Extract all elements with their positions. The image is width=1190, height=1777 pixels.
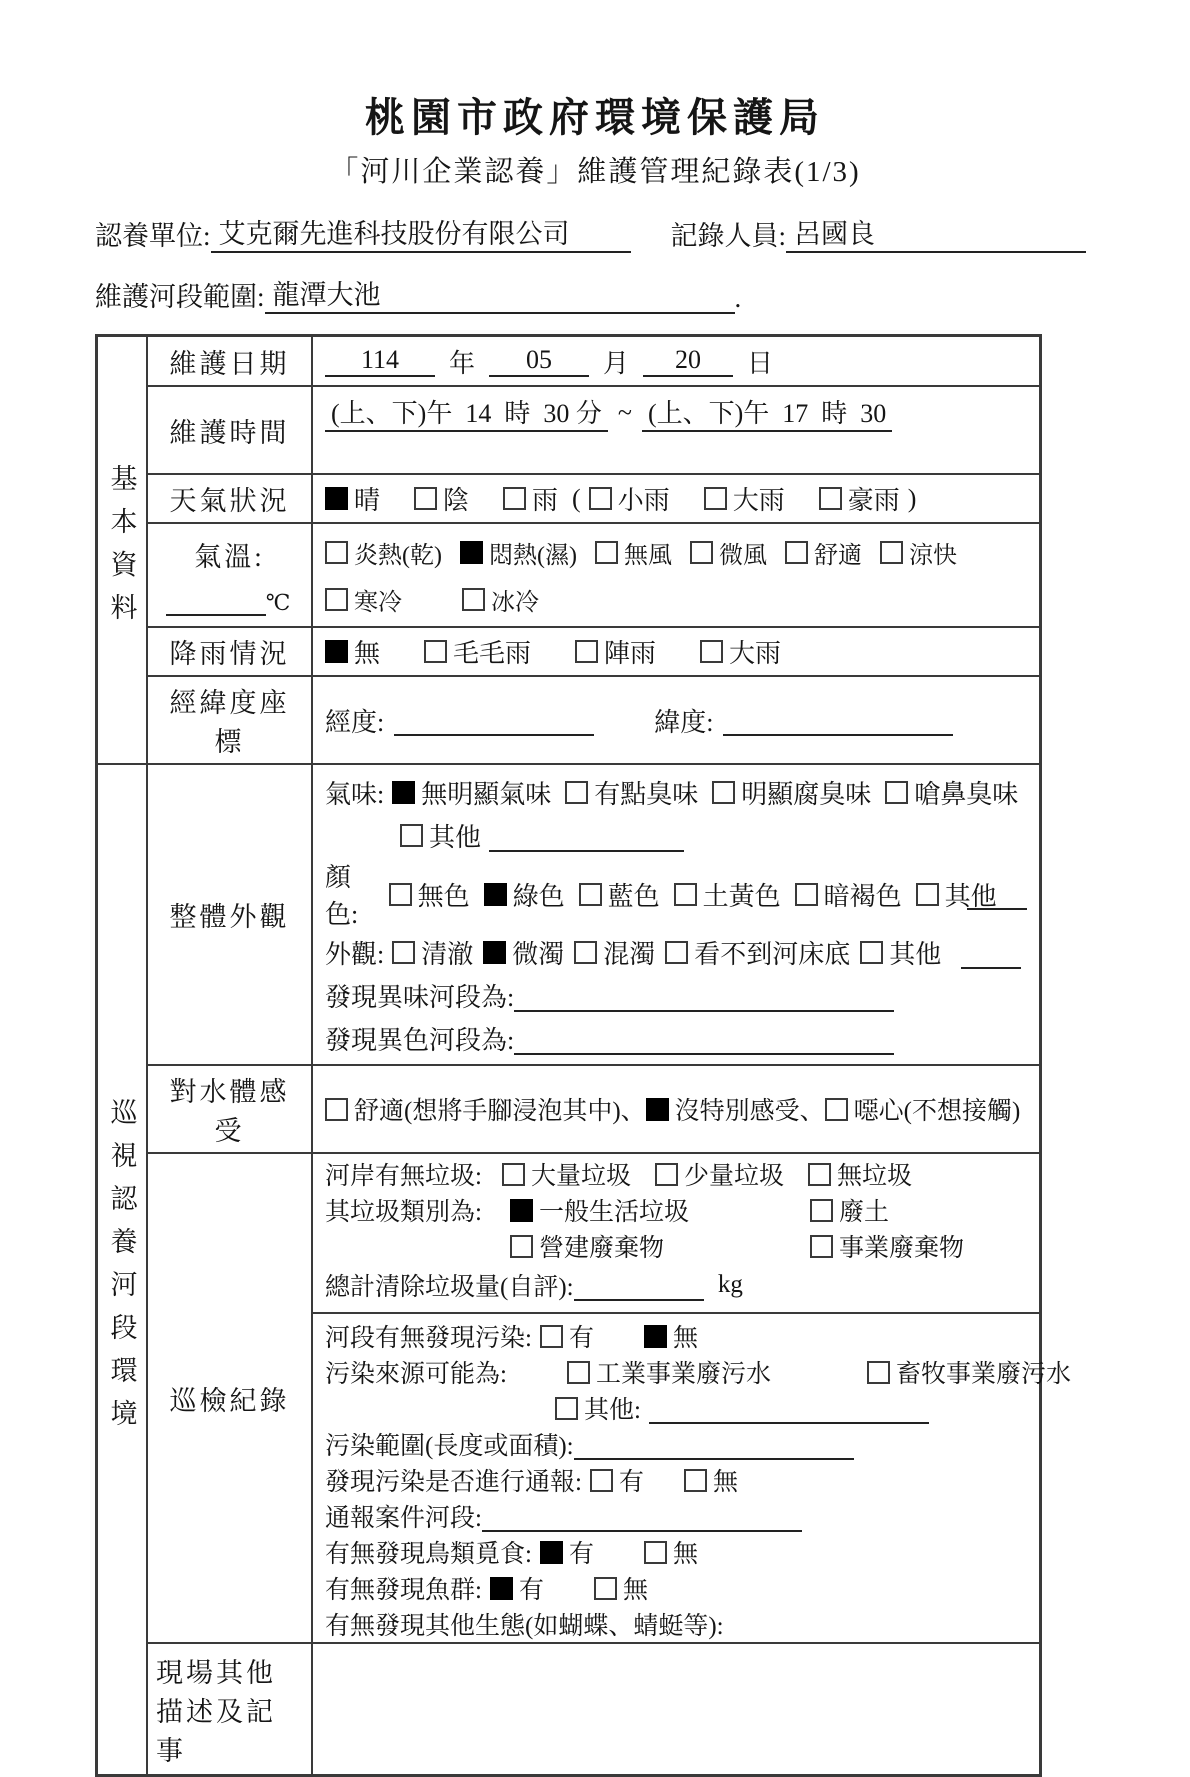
look-prefix: 外觀: (325, 940, 385, 969)
checkbox-option-label: 土黃色 (702, 881, 781, 911)
checkbox-unchecked-icon (565, 781, 588, 804)
checkbox-unchecked-icon (674, 883, 697, 906)
checkbox-option-label: 涼快 (908, 542, 957, 569)
checkbox-option-label: 大雨 (732, 486, 785, 515)
checkbox-option-label: 綠色 (512, 881, 565, 911)
longitude-label: 經度: (325, 707, 385, 737)
pollution-source-question: 污染來源可能為: (325, 1361, 507, 1388)
end-minute-value: 30 (860, 399, 887, 428)
checkbox-option-label: 有 (568, 1541, 594, 1568)
checkbox-option[interactable] (867, 1354, 1071, 1390)
other-ecology-label: 有無發現其他生態(如蝴蝶、蜻蜓等): (325, 1613, 724, 1640)
rainfall-label: 降雨情況 (148, 628, 313, 675)
maintenance-date-label: 維護日期 (148, 337, 313, 385)
checkbox-option[interactable] (684, 1462, 738, 1498)
temperature-label-cell (148, 524, 313, 626)
checkbox-unchecked-icon (825, 1098, 848, 1121)
bird-question: 有無發現鳥類覓食: (325, 1541, 532, 1568)
checkbox-option[interactable] (860, 934, 941, 971)
checkbox-unchecked-icon (665, 941, 688, 964)
checkbox-option-label: 微風 (718, 542, 767, 569)
checkbox-unchecked-icon (424, 640, 447, 663)
checkbox-option[interactable] (825, 1091, 1021, 1127)
checkbox-option-label: 其他 (889, 940, 942, 969)
checkbox-option[interactable] (540, 1318, 594, 1354)
latitude-field[interactable] (723, 704, 953, 736)
checkbox-option-label: 其他 (944, 881, 997, 911)
checkbox-unchecked-icon (785, 541, 808, 564)
time-separator: ~ (617, 397, 632, 427)
checkbox-checked-icon (325, 487, 348, 510)
odd-smell-section-label: 發現異味河段為: (325, 983, 515, 1012)
checkbox-option-label: 大雨 (729, 639, 782, 668)
checkbox-option-label: 有 (618, 1469, 644, 1496)
checkbox-option[interactable] (700, 633, 781, 670)
row-maintenance-time (148, 385, 1039, 473)
record-table (95, 334, 1072, 1777)
checkbox-unchecked-icon (392, 941, 415, 964)
river-range-field[interactable]: 龍潭大池 (265, 273, 735, 314)
section-basic-info-label-cell (98, 337, 148, 763)
day-unit: 日 (747, 348, 774, 378)
maintenance-time-label: 維護時間 (148, 387, 313, 473)
checkbox-unchecked-icon (325, 588, 348, 611)
checkbox-option-label: 事業廢棄物 (839, 1235, 965, 1262)
adopting-unit-field[interactable]: 艾克爾先進科技股份有限公司 (211, 212, 631, 253)
checkbox-option[interactable] (484, 876, 565, 913)
section-patrol-label: 巡視認養河段環境 (106, 1097, 137, 1442)
checkbox-option[interactable] (483, 934, 564, 971)
adopting-unit-line (95, 212, 1095, 253)
checkbox-option[interactable] (810, 1228, 964, 1264)
checkbox-option[interactable] (885, 774, 1018, 811)
checkbox-option-label: 一般生活垃圾 (539, 1199, 690, 1226)
section-patrol-label-cell (98, 765, 148, 1774)
checkbox-option[interactable] (400, 817, 481, 854)
river-range-label: 維護河段範圍: (95, 282, 265, 312)
month-unit: 月 (603, 348, 630, 378)
checkbox-option[interactable] (574, 934, 655, 971)
checkbox-option-label: 無風 (623, 542, 672, 569)
checkbox-option[interactable] (503, 480, 558, 517)
celsius-unit: ℃ (265, 589, 294, 615)
checkbox-unchecked-icon (795, 883, 818, 906)
odd-smell-section-field[interactable] (514, 980, 894, 1012)
checkbox-unchecked-icon (502, 1163, 525, 1186)
checkbox-option-label: 無 (672, 1541, 698, 1568)
hour-unit-2: 時 (821, 399, 848, 428)
garbage-type-question: 其垃圾類別為: (325, 1199, 482, 1226)
checkbox-option[interactable] (325, 480, 380, 517)
overall-appearance-label: 整體外觀 (148, 765, 313, 1064)
adopting-unit-label: 認養單位: (95, 221, 211, 251)
site-notes-field[interactable] (313, 1644, 1039, 1774)
checkbox-unchecked-icon (540, 1325, 563, 1348)
start-ampm: (上、下)午 (331, 399, 453, 428)
checkbox-option[interactable] (460, 535, 577, 570)
checkbox-unchecked-icon (400, 824, 423, 847)
date-month-field[interactable]: 05 (489, 345, 589, 377)
checkbox-option-label: 沒特別感受、 (674, 1098, 825, 1125)
latitude-label: 緯度: (654, 707, 714, 737)
checkbox-unchecked-icon (325, 541, 348, 564)
year-unit: 年 (449, 348, 476, 378)
checkbox-unchecked-icon (880, 541, 903, 564)
site-notes-label: 現場其他描述及記事 (148, 1644, 313, 1774)
longitude-field[interactable] (394, 704, 594, 736)
checkbox-option[interactable] (880, 535, 957, 570)
pollution-range-label: 污染範圍(長度或面積): (325, 1433, 574, 1460)
checkbox-option[interactable] (690, 535, 767, 570)
checkbox-option-label: 無色 (417, 881, 470, 911)
checkbox-option[interactable] (644, 1318, 698, 1354)
checkbox-checked-icon (392, 781, 415, 804)
checkbox-option[interactable] (565, 774, 698, 811)
row-weather (148, 473, 1039, 522)
checkbox-option-label: 無垃圾 (836, 1163, 912, 1190)
checkbox-option[interactable] (590, 1462, 644, 1498)
checkbox-unchecked-icon (819, 487, 842, 510)
date-day-field[interactable]: 20 (643, 345, 733, 377)
checkbox-option-label: 有 (568, 1325, 594, 1352)
checkbox-unchecked-icon (574, 941, 597, 964)
checkbox-option[interactable] (555, 1390, 641, 1426)
minute-unit: 分 (575, 399, 602, 428)
checkbox-option-label: 舒適(想將手腳浸泡其中)、 (354, 1098, 646, 1125)
checkbox-unchecked-icon (885, 781, 908, 804)
checkbox-checked-icon (510, 1199, 533, 1222)
start-time-field[interactable] (325, 393, 608, 432)
checkbox-option-label: 炎熱(乾) (354, 542, 442, 569)
checkbox-unchecked-icon (555, 1397, 578, 1420)
checkbox-option[interactable] (575, 633, 656, 670)
recorder-label: 記錄人員: (670, 221, 787, 251)
checkbox-option-label: 寒冷 (354, 589, 402, 616)
total-garbage-field[interactable] (574, 1269, 704, 1301)
checkbox-unchecked-icon (690, 541, 713, 564)
look-other-field[interactable] (961, 937, 1021, 969)
checkbox-option-label: 畜牧事業廢污水 (896, 1361, 1072, 1388)
checkbox-checked-icon (325, 640, 348, 663)
river-range-line (95, 273, 1095, 314)
checkbox-option-label: 其他 (429, 823, 482, 852)
checkbox-unchecked-icon (510, 1235, 533, 1258)
checkbox-option-label: 明顯腐臭味 (741, 780, 872, 809)
range-period: . (734, 283, 742, 313)
checkbox-option[interactable] (646, 1091, 825, 1127)
end-time-field[interactable] (642, 393, 892, 432)
row-water-feel (148, 1064, 1039, 1152)
checkbox-option-label: 有點臭味 (594, 780, 699, 809)
checkbox-unchecked-icon (644, 1541, 667, 1564)
report-question: 發現污染是否進行通報: (325, 1469, 582, 1496)
checkbox-option[interactable] (795, 876, 902, 913)
checkbox-option-label: 小雨 (617, 486, 670, 515)
section-basic-info-label: 基本資料 (106, 464, 137, 636)
coordinates-label: 經緯度座標 (148, 677, 313, 763)
checkbox-option[interactable] (392, 774, 551, 811)
checkbox-checked-icon (646, 1098, 669, 1121)
row-temperature (148, 522, 1039, 626)
checkbox-option-label: 大量垃圾 (530, 1163, 631, 1190)
pollution-question: 河段有無發現污染: (325, 1325, 532, 1352)
page-subtitle: 「河川企業認養」維護管理紀錄表(1/3) (329, 156, 861, 188)
row-overall-appearance (148, 765, 1039, 1064)
inspection-record-label: 巡檢紀錄 (148, 1154, 313, 1642)
temperature-label: 氣溫: (194, 541, 265, 572)
row-maintenance-date (148, 337, 1039, 385)
pollution-subsection (313, 1312, 1072, 1642)
checkbox-option[interactable] (424, 633, 531, 670)
smell-prefix: 氣味: (325, 780, 385, 809)
checkbox-option-label: 有 (518, 1577, 544, 1604)
smell-other-field[interactable] (489, 820, 684, 852)
checkbox-option[interactable] (462, 582, 539, 617)
checkbox-option[interactable] (712, 774, 871, 811)
checkbox-option-label: 冰冷 (491, 589, 539, 616)
pollution-source-other-field[interactable] (649, 1392, 929, 1424)
checkbox-option[interactable] (325, 582, 402, 617)
checkbox-unchecked-icon (860, 941, 883, 964)
checkbox-option-label: 舒適 (813, 542, 862, 569)
checkbox-checked-icon (540, 1541, 563, 1564)
checkbox-unchecked-icon (462, 588, 485, 611)
total-garbage-label: 總計清除垃圾量(自評): (325, 1274, 574, 1301)
checkbox-option-label: 微濁 (512, 940, 565, 969)
checkbox-option[interactable] (325, 1091, 646, 1127)
checkbox-option-label: 陰 (443, 486, 470, 515)
row-rainfall (148, 626, 1039, 675)
checkbox-option-label: 混濁 (603, 940, 656, 969)
checkbox-option[interactable] (325, 535, 442, 570)
checkbox-option-label: 清澈 (421, 940, 474, 969)
checkbox-unchecked-icon (594, 1577, 617, 1600)
checkbox-checked-icon (483, 941, 506, 964)
checkbox-option[interactable] (414, 480, 469, 517)
water-feel-label: 對水體感受 (148, 1066, 313, 1152)
checkbox-option[interactable] (819, 480, 900, 517)
checkbox-unchecked-icon (325, 1098, 348, 1121)
checkbox-option-label: 豪雨 (847, 486, 900, 515)
checkbox-unchecked-icon (389, 883, 412, 906)
checkbox-unchecked-icon (808, 1163, 831, 1186)
checkbox-unchecked-icon (595, 541, 618, 564)
temperature-field[interactable] (166, 584, 266, 616)
checkbox-option[interactable] (594, 1570, 648, 1606)
checkbox-option-label: 少量垃圾 (683, 1163, 784, 1190)
checkbox-option[interactable] (392, 934, 473, 971)
checkbox-unchecked-icon (579, 883, 602, 906)
garbage-question: 河岸有無垃圾: (325, 1163, 482, 1190)
checkbox-option[interactable] (704, 480, 785, 517)
report-case-label: 通報案件河段: (325, 1505, 482, 1532)
end-ampm: (上、下)午 (647, 399, 770, 428)
section-basic-info (98, 337, 1039, 763)
checkbox-option-label: 看不到河床底 (694, 940, 851, 969)
checkbox-unchecked-icon (704, 487, 727, 510)
odd-color-section-label: 發現異色河段為: (325, 1026, 515, 1055)
checkbox-option-label: 無 (354, 639, 381, 668)
checkbox-checked-icon (484, 883, 507, 906)
checkbox-option-label: 其他: (584, 1397, 641, 1424)
checkbox-unchecked-icon (414, 487, 437, 510)
checkbox-option[interactable] (674, 876, 781, 913)
checkbox-option[interactable] (389, 876, 470, 913)
checkbox-option[interactable] (589, 480, 670, 517)
report-case-field[interactable] (482, 1500, 802, 1532)
start-minute-value: 30 (543, 399, 570, 428)
checkbox-unchecked-icon (916, 883, 939, 906)
end-hour-value: 17 (782, 399, 809, 428)
checkbox-unchecked-icon (810, 1235, 833, 1258)
checkbox-checked-icon (644, 1325, 667, 1348)
checkbox-unchecked-icon (590, 1469, 613, 1492)
page-title: 桃園市政府環境保護局 (365, 95, 825, 140)
checkbox-option-label: 晴 (354, 486, 381, 515)
color-other-field[interactable] (967, 878, 1027, 910)
checkbox-option[interactable] (644, 1534, 698, 1570)
row-site-notes (148, 1642, 1039, 1774)
checkbox-unchecked-icon (503, 487, 526, 510)
checkbox-option-label: 毛毛雨 (453, 639, 532, 668)
checkbox-option[interactable] (325, 633, 380, 670)
checkbox-option[interactable] (810, 1192, 889, 1228)
checkbox-option-label: 陣雨 (604, 639, 657, 668)
checkbox-option[interactable] (540, 1534, 594, 1570)
checkbox-option[interactable] (502, 1156, 631, 1192)
hour-unit-1: 時 (504, 399, 531, 428)
section-patrol (98, 763, 1072, 1774)
weather-label: 天氣狀況 (148, 475, 313, 522)
checkbox-option[interactable] (510, 1228, 664, 1264)
odd-color-section-field[interactable] (514, 1023, 894, 1055)
checkbox-option[interactable] (567, 1354, 771, 1390)
checkbox-option-label: 暗褐色 (823, 881, 902, 911)
checkbox-option[interactable] (490, 1570, 544, 1606)
checkbox-option[interactable] (665, 934, 850, 971)
checkbox-option-label: 營建廢棄物 (539, 1235, 665, 1262)
checkbox-unchecked-icon (700, 640, 723, 663)
recorder-field[interactable]: 呂國良 (786, 212, 1086, 253)
checkbox-option-label: 嗆鼻臭味 (914, 780, 1019, 809)
checkbox-option-label: 藍色 (607, 881, 660, 911)
date-year-field[interactable]: 114 (325, 345, 435, 377)
fish-question: 有無發現魚群: (325, 1577, 482, 1604)
checkbox-unchecked-icon (655, 1163, 678, 1186)
color-prefix: 顏色: (325, 863, 359, 929)
checkbox-unchecked-icon (712, 781, 735, 804)
checkbox-option[interactable] (579, 876, 660, 913)
checkbox-option[interactable] (785, 535, 862, 570)
checkbox-option-label: 噁心(不想接觸) (853, 1098, 1021, 1125)
checkbox-checked-icon (490, 1577, 513, 1600)
weather-paren-close: ) (907, 483, 917, 513)
row-coordinates (148, 675, 1039, 763)
checkbox-option-label: 雨 (532, 486, 559, 515)
checkbox-option-label: 廢土 (839, 1199, 890, 1226)
checkbox-option[interactable] (595, 535, 672, 570)
checkbox-option[interactable] (808, 1156, 912, 1192)
checkbox-unchecked-icon (810, 1199, 833, 1222)
checkbox-checked-icon (460, 541, 483, 564)
checkbox-option-label: 無明顯氣味 (421, 780, 552, 809)
checkbox-unchecked-icon (567, 1361, 590, 1384)
checkbox-option-label: 無 (712, 1469, 738, 1496)
checkbox-option[interactable] (655, 1156, 784, 1192)
checkbox-option-label: 無 (622, 1577, 648, 1604)
checkbox-option[interactable] (510, 1192, 689, 1228)
checkbox-unchecked-icon (867, 1361, 890, 1384)
checkbox-option-label: 無 (672, 1325, 698, 1352)
row-inspection-record (148, 1152, 1072, 1642)
start-hour-value: 14 (465, 399, 492, 428)
checkbox-option-label: 工業事業廢污水 (596, 1361, 772, 1388)
pollution-range-field[interactable] (574, 1428, 854, 1460)
checkbox-option-label: 悶熱(濕) (488, 542, 577, 569)
checkbox-unchecked-icon (589, 487, 612, 510)
checkbox-unchecked-icon (575, 640, 598, 663)
form-header (95, 212, 1095, 314)
checkbox-unchecked-icon (684, 1469, 707, 1492)
weather-paren-open: ( (572, 483, 581, 513)
kg-unit: kg (717, 1271, 743, 1298)
